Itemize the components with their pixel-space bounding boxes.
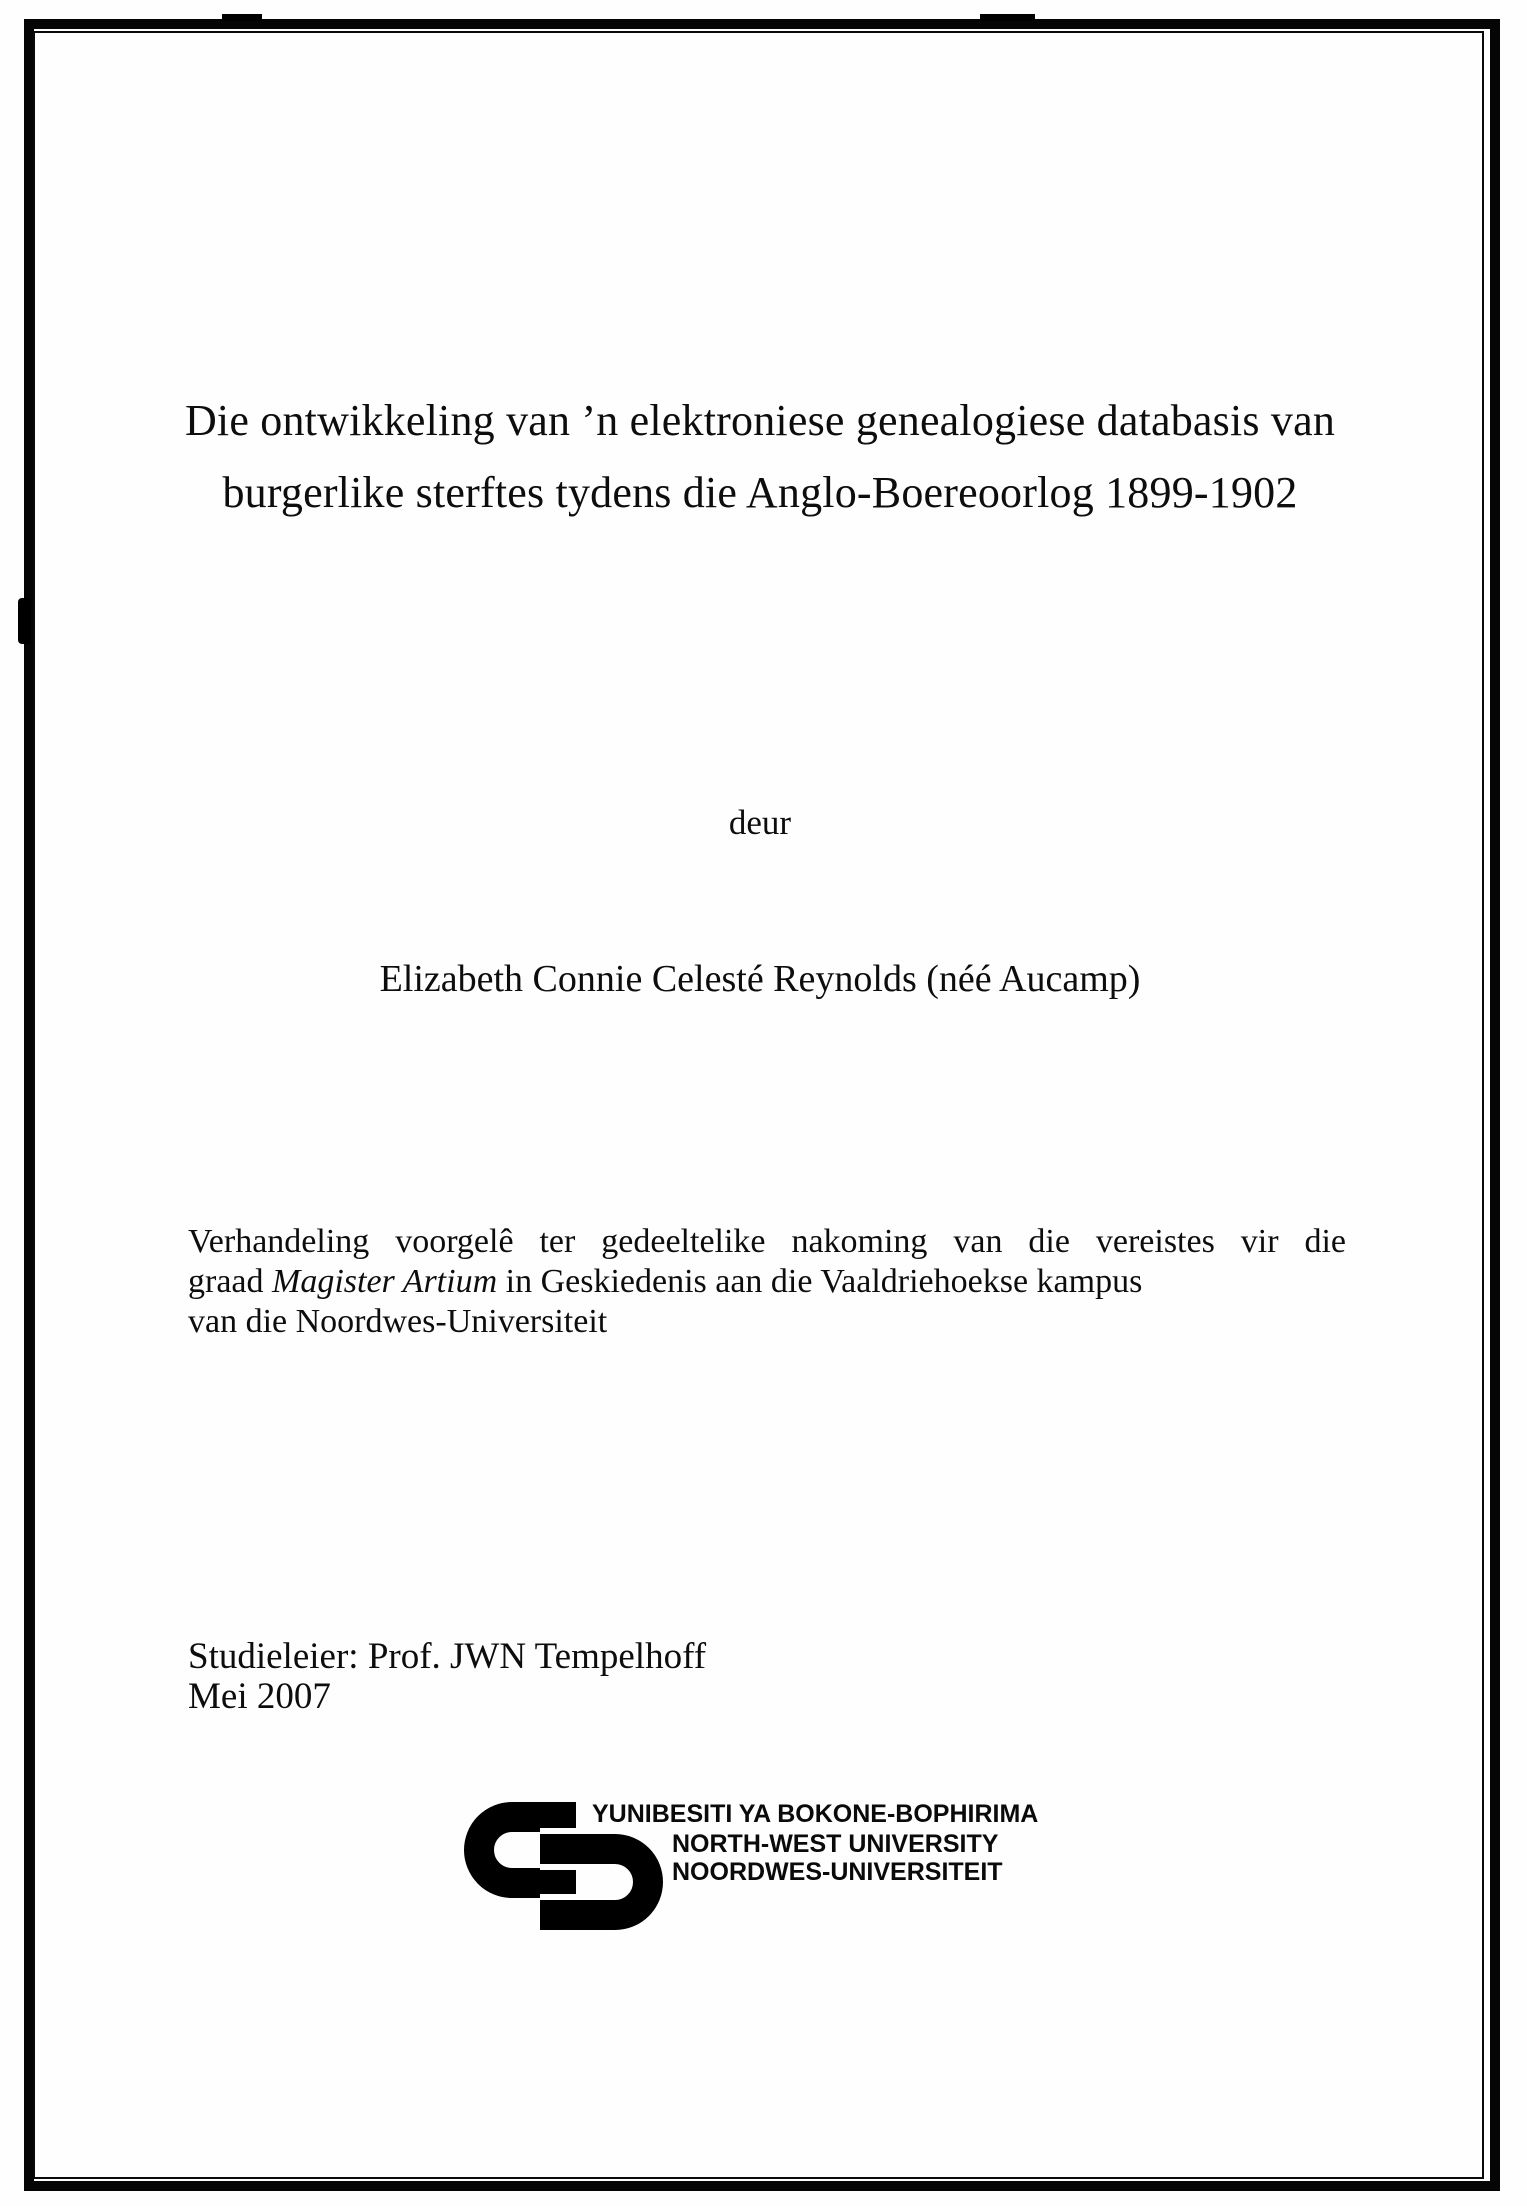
magister-artium-italic: Magister Artium: [272, 1263, 498, 1300]
degree-line2-suffix: in Geskiedenis aan die Vaaldriehoekse kampus: [497, 1263, 1143, 1300]
thesis-title-line-1: Die ontwikkeling van ’n elektroniese genealogiese databasis van: [184, 396, 1336, 445]
author-name: Elizabeth Connie Celesté Reynolds (néé Aucamp): [379, 958, 1141, 1000]
degree-statement-line-3: van die Noordwes-Universiteit: [188, 1303, 608, 1340]
logo-text-line-2: NORTH-WEST UNIVERSITY: [672, 1830, 999, 1858]
date-line: Mei 2007: [188, 1676, 331, 1717]
degree-statement-line-1: Verhandeling voorgelê ter gedeeltelike nakoming van die vereistes vir die: [188, 1223, 1346, 1260]
degree-line2-prefix: graad: [188, 1263, 273, 1300]
logo-text-line-1: YUNIBESITI YA BOKONE-BOPHIRIMA: [592, 1800, 1039, 1828]
thesis-title-line-2: burgerlike sterftes tydens die Anglo-Boereoorlog 1899-1902: [222, 468, 1298, 517]
byline-deur: deur: [728, 803, 792, 842]
scan-artifact: [222, 14, 262, 21]
logo-text-line-3: NOORDWES-UNIVERSITEIT: [672, 1858, 1003, 1886]
degree-statement-line-2: [188, 1262, 1346, 1302]
scan-artifact: [980, 14, 1035, 21]
scan-artifact: [18, 598, 31, 644]
supervisor-line: Studieleier: Prof. JWN Tempelhoff: [188, 1636, 707, 1677]
